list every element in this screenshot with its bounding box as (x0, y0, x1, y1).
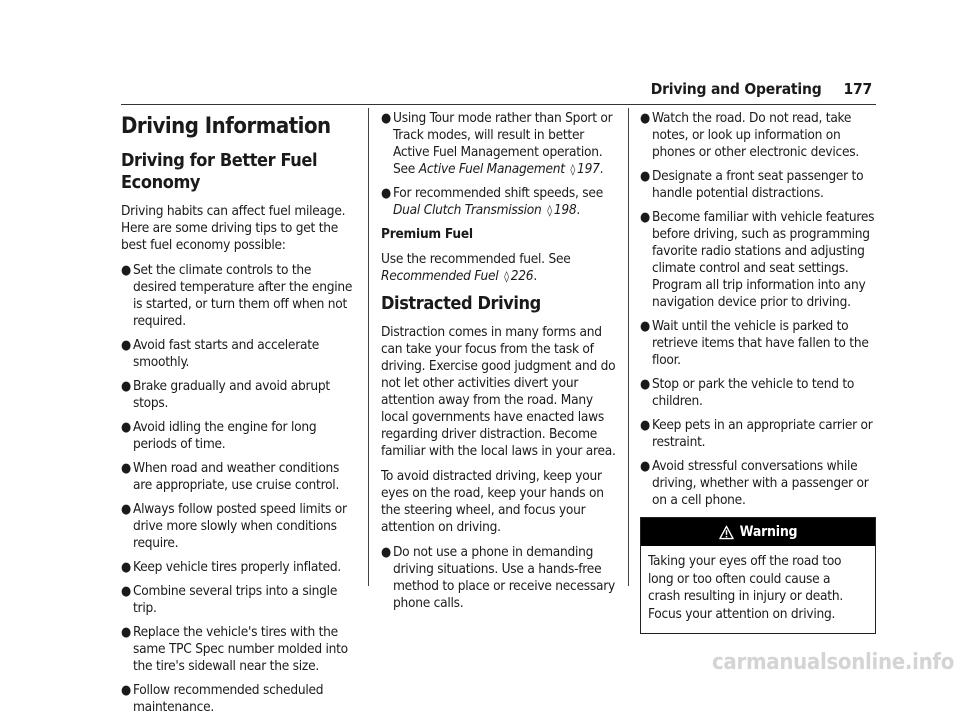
warning-title: Warning (739, 523, 798, 540)
bullet-icon: ● (640, 169, 650, 184)
paragraph: To avoid distracted driving, keep your eyes on the road, keep your hands on the steering wheel, and focus your attention on driving. (381, 468, 604, 535)
column-divider (628, 108, 629, 586)
list-item: ● Using Tour mode rather than Sport or Track modes, will result in better Active Fuel Management operation. See Active Fuel Management ◊ 197. (381, 110, 613, 177)
bullet-icon: ● (121, 502, 131, 517)
warning-box (640, 517, 876, 634)
list-item: ● For recommended shift speeds, see Dual Clutch Transmission ◊ 198. (381, 185, 603, 218)
column-2 (381, 110, 617, 619)
premium-fuel-paragraph: Use the recommended fuel. See Recommended Fuel ◊ 226. (381, 251, 571, 284)
mode-tips-list (381, 110, 617, 219)
bullet-icon: ● (121, 625, 131, 640)
bullet-icon: ● (640, 319, 650, 334)
list-item: ● Follow recommended scheduled maintenance. (121, 682, 324, 715)
list-item: ● Brake gradually and avoid abrupt stops. (121, 378, 330, 411)
bullet-icon: ● (640, 418, 650, 433)
bullet-icon: ● (121, 263, 131, 278)
paragraph: Distraction comes in many forms and can take your focus from the task of driving. Exercise good judgment and do not let other activities divert your attention away from the road. Many local governments have enacted laws regarding driver distraction. Become familiar with the local laws in your area. (381, 324, 616, 459)
bullet-icon: ● (640, 111, 650, 126)
watermark: carmanualsonline.info (712, 650, 954, 675)
list-item: ● Do not use a phone in demanding driving situations. Use a hands-free method to place or receive necessary phone calls. (381, 544, 616, 611)
fuel-tips-list (121, 262, 357, 716)
section-heading: Driving Information (121, 114, 331, 139)
page-ref-icon: ◊ (570, 163, 576, 176)
bullet-icon: ● (121, 683, 131, 698)
bullet-icon: ● (381, 545, 391, 560)
list-item: ● Stop or park the vehicle to tend to children. (640, 376, 855, 409)
bullet-icon: ● (381, 186, 391, 201)
warning-text: Taking your eyes off the road too long or too often could cause a crash resulting in injury or death. Focus your attention on driving. (648, 553, 843, 622)
list-item: ● Become familiar with vehicle features before driving, such as programming favorite radio stations and adjusting climate control and seat settings. Program all trip information into any navigation device prior to driving. (640, 209, 875, 310)
list-item: ● When road and weather conditions are appropriate, use cruise control. (121, 460, 340, 493)
list-item: ● Watch the road. Do not read, take notes, or look up information on phones or other electronic devices. (640, 110, 859, 160)
column-1 (121, 108, 357, 723)
page-number: 177 (843, 80, 872, 98)
bullet-icon: ● (640, 459, 650, 474)
list-item: ● Wait until the vehicle is parked to retrieve items that have fallen to the floor. (640, 318, 869, 368)
bullet-icon: ● (121, 461, 131, 476)
distraction-tips-list (381, 544, 617, 612)
bullet-icon: ● (640, 210, 650, 225)
cross-reference-link[interactable]: Dual Clutch Transmission (393, 202, 542, 218)
bullet-icon: ● (121, 420, 131, 435)
page-ref[interactable]: 197 (577, 161, 600, 177)
subsection-heading: Driving for Better Fuel Economy (121, 150, 318, 193)
bullet-icon: ● (121, 379, 131, 394)
list-item: ● Combine several trips into a single trip. (121, 583, 338, 616)
warning-triangle-icon (719, 525, 734, 540)
list-item: ● Designate a front seat passenger to handle potential distractions. (640, 168, 864, 201)
list-item: ● Always follow posted speed limits or drive more slowly when conditions require. (121, 501, 347, 551)
column-3 (640, 110, 876, 634)
page-ref-icon: ◊ (547, 204, 552, 217)
premium-fuel-heading: Premium Fuel (381, 226, 473, 242)
bullet-icon: ● (640, 377, 650, 392)
list-item: ● Avoid stressful conversations while driving, whether with a passenger or on a cell phone. (640, 458, 869, 508)
section-title: Driving and Operating (650, 80, 822, 98)
cross-reference-link[interactable]: Active Fuel Management (418, 161, 565, 177)
list-item: ● Avoid idling the engine for long periods of time. (121, 419, 317, 452)
list-item: ● Replace the vehicle's tires with the same TPC Spec number molded into the tire's sidewall near the size. (121, 624, 348, 674)
cross-reference-link[interactable]: Recommended Fuel (381, 268, 499, 284)
list-item: ● Keep pets in an appropriate carrier or restraint. (640, 417, 873, 450)
list-item: ● Set the climate controls to the desired temperature after the engine is started, or turn them off when not required. (121, 262, 353, 329)
page-ref[interactable]: 198 (553, 202, 577, 218)
distraction-tips-list-continued (640, 110, 876, 509)
intro-paragraph: Driving habits can affect fuel mileage. Here are some driving tips to get the best fuel economy possible: (121, 203, 346, 253)
page-ref-icon: ◊ (504, 270, 509, 283)
list-item: ● Avoid fast starts and accelerate smoothly. (121, 337, 320, 370)
page-header (651, 80, 872, 98)
bullet-icon: ● (121, 560, 131, 575)
list-item: ● Keep vehicle tires properly inflated. (121, 559, 342, 575)
bullet-icon: ● (381, 111, 391, 126)
column-divider (368, 108, 369, 586)
bullet-icon: ● (121, 338, 131, 353)
header-rule (121, 104, 876, 105)
page-ref[interactable]: 226 (510, 268, 534, 284)
subsection-heading: Distracted Driving (381, 293, 541, 314)
bullet-icon: ● (121, 584, 131, 599)
warning-header (641, 518, 875, 546)
